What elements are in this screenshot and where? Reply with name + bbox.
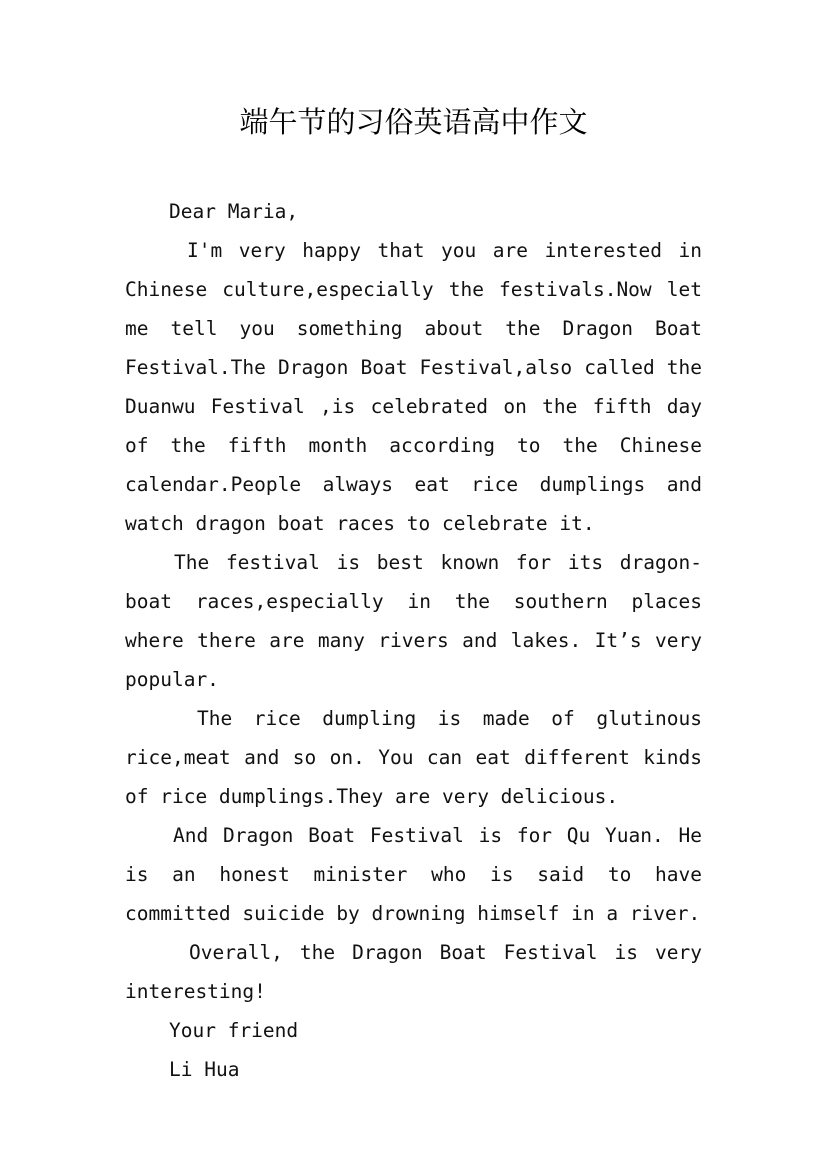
document-title: 端午节的习俗英语高中作文 (239, 105, 588, 139)
letter-signature: Li Hua (169, 1058, 240, 1081)
paragraph-dumplings: The rice dumpling is made of glutinous rice,meat and so on. You can eat different kinds of rice dumplings.They are very delicious. (125, 707, 702, 808)
letter-body (125, 192, 702, 1089)
paragraph-qu-yuan: And Dragon Boat Festival is for Qu Yuan. He is an honest minister who is said to have committed suicide by drowning himself in a river. (125, 824, 702, 925)
paragraph-races: The festival is best known for its dragon-boat races,especially in the southern places where there are many rivers and lakes. It’s very popular. (125, 551, 702, 691)
paragraph-intro: I'm very happy that you are interested in Chinese culture,especially the festivals.Now let me tell you something about the Dragon Boat Festival.The Dragon Boat Festival,also called the Duanwu Festival ,is celebrated on the fifth day of the fifth month according to the Chinese calendar.People always eat rice dumplings and watch dragon boat races to celebrate it. (125, 239, 702, 535)
letter-closing: Your friend (169, 1019, 299, 1042)
letter-greeting: Dear Maria, (169, 200, 299, 223)
paragraph-conclusion: Overall, the Dragon Boat Festival is very interesting! (125, 941, 702, 1003)
